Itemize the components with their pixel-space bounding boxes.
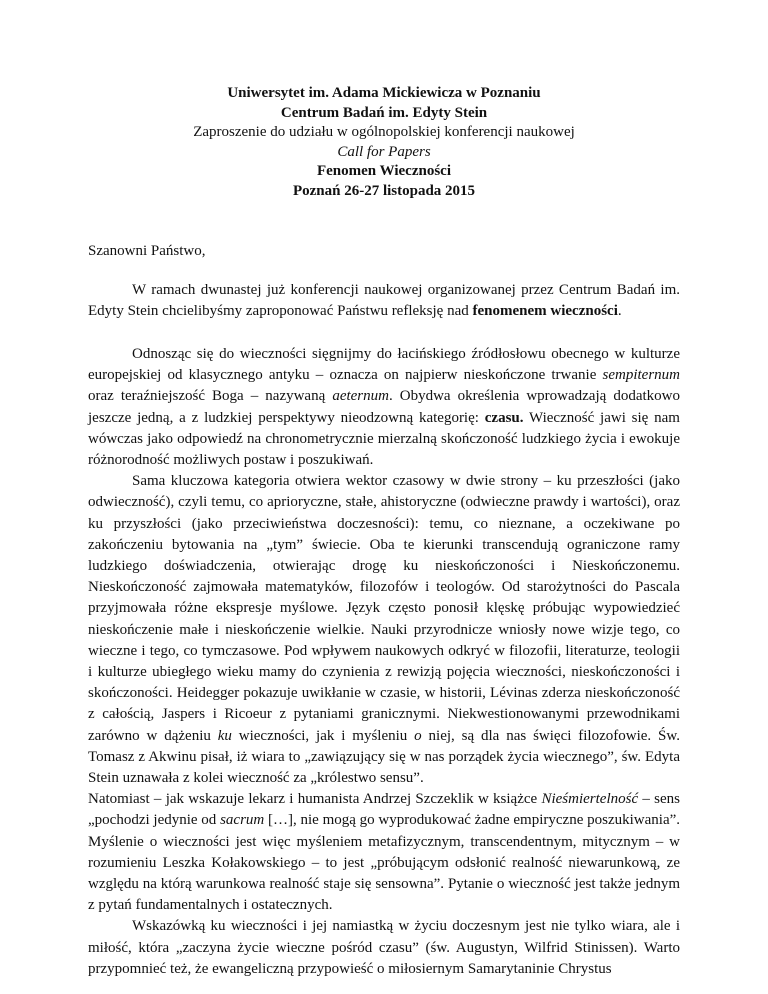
text-run: oraz teraźniejszość Boga – nazywaną bbox=[88, 388, 333, 405]
conference-place-date: Poznań 26-27 listopada 2015 bbox=[292, 182, 476, 199]
paragraph-category bbox=[88, 471, 680, 789]
paragraph-intro bbox=[88, 280, 680, 322]
term-time: czasu. bbox=[484, 409, 524, 426]
term-ku: ku bbox=[217, 727, 232, 744]
text-run: Wieczność jawi się nam wówczas jako odpowiedź na chronometrycznie mierzalną skończoność ludzkiego życia i ewokuje różnorodność możliwych postaw i poszukiwań. bbox=[88, 409, 680, 468]
text-run: . Obydwa określenia wprowadzają dodatkowo jeszcze jedną, a z ludzkiej perspektywy nieodzowną kategorię: bbox=[88, 388, 680, 426]
document-header bbox=[88, 84, 680, 202]
term-sempiternum: sempiternum bbox=[602, 367, 680, 384]
text-run: Sama kluczowa kategoria otwiera wektor czasowy w dwie strony – ku przeszłości (jako odwieczność), czyli temu, co aprioryczne, stałe, ahistoryczne (odwieczne prawdy i wartości), oraz ku przyszłości (jako przeciwieństwa doczesności): temu, co nieznane, a oczekiwane po zakończeniu bytowania na „tym” świecie. Oba te kierunki transcendują ograniczone ramy ludzkiego doświadczenia, otwierając drogę ku nieskończoności i Nieskończonemu. Nieskończoność zajmowała matematyków, filozofów i teologów. Od starożytności do Pascala przyjmowała różne ekspresje myślowe. Język często ponosił klęskę próbując wypowiedzieć nieskończenie małe i nieskończenie wielkie. Nauki przyrodnicze wniosły nowe wizje tego, co wieczne i tego, co tymczasowe. Pod wpływem naukowych odkryć w filozofii, literaturze, teologii i kulturze ubiegłego wieku mamy do czynienia z rewizją pojęcia wieczności, nieskończoności i skończoności. Heidegger pokazuje uwikłanie w czasie, w historii, Lévinas zderza nieskończoność z całością, Jaspers i Ricoeur z pytaniami granicznymi. Niekwestionowanymi przewodnikami zarówno w dążeniu bbox=[88, 473, 680, 744]
paragraph-etymology bbox=[88, 344, 680, 471]
text-run: wieczności, jak i myśleniu bbox=[231, 727, 415, 744]
text-run: . bbox=[617, 302, 622, 319]
term-aeternum: aeternum bbox=[332, 388, 389, 405]
text-run: Odnosząc się do wieczności sięgnijmy do łacińskiego źródłosłowu obecnego w kulturze europejskiej od klasycznego antyku – oznacza on najpierw nieskończone trwanie bbox=[88, 345, 680, 384]
conference-title: Fenomen Wieczności bbox=[316, 163, 451, 180]
call-for-papers: Call for Papers bbox=[337, 143, 431, 160]
text-run: Natomiast – jak wskazuje lekarz i humanista Andrzej Szczeklik w książce bbox=[88, 791, 542, 808]
text-run: – sens „pochodzi jedynie od bbox=[88, 791, 680, 829]
book-title: Nieśmiertelność bbox=[541, 791, 639, 808]
paragraph-love bbox=[88, 916, 680, 980]
term-o: o bbox=[414, 727, 422, 744]
text-run: niej, są dla nas święci filozofowie. Św. Tomasz z Akwinu pisał, iż wiara to „zawiązujący się w nas porządek życia wiecznego”, św. Edyta Stein uznawała z kolei wieczność za „królestwo sensu”. bbox=[88, 727, 680, 787]
university-name: Uniwersytet im. Adama Mickiewicza w Poznaniu bbox=[227, 85, 541, 101]
text-run: W ramach dwunastej już konferencji naukowej organizowanej przez Centrum Badań im. Edyty Stein chcielibyśmy zaproponować Państwu refleksję nad bbox=[88, 281, 680, 319]
text-run: […], nie mogą go wyprodukować żadne empiryczne poszukiwania”. Myślenie o wieczności jest więc myśleniem metafizycznym, transcendentnym, mitycznym – w rozumieniu Leszka Kołakowskiego – to jest „próbującym odsłonić realność niewarunkową, ze względu na którą warunkowa realność staje się sensowna”. Pytanie o wieczność jest także jednym z pytań fundamentalnych i ostatecznych. bbox=[88, 812, 681, 914]
center-name: Centrum Badań im. Edyty Stein bbox=[280, 104, 488, 121]
document-page bbox=[88, 84, 680, 980]
emphasis-phenomenon: fenomenem wieczności bbox=[472, 302, 618, 319]
paragraph-szczeklik bbox=[88, 789, 680, 916]
invitation-line: Zaproszenie do udziału w ogólnopolskiej konferencji naukowej bbox=[193, 124, 575, 141]
text-run: Wskazówką ku wieczności i jej namiastką w życiu doczesnym jest nie tylko wiara, ale i miłość, która „zaczyna życie wieczne pośród czasu” (św. Augustyn, Wilfrid Stinissen). Warto przypomnieć też, że ewangeliczną przypowieść o miłosiernym Samarytaninie Chrystus bbox=[88, 918, 680, 977]
salutation: Szanowni Państwo, bbox=[88, 242, 206, 259]
term-sacrum: sacrum bbox=[220, 812, 265, 829]
